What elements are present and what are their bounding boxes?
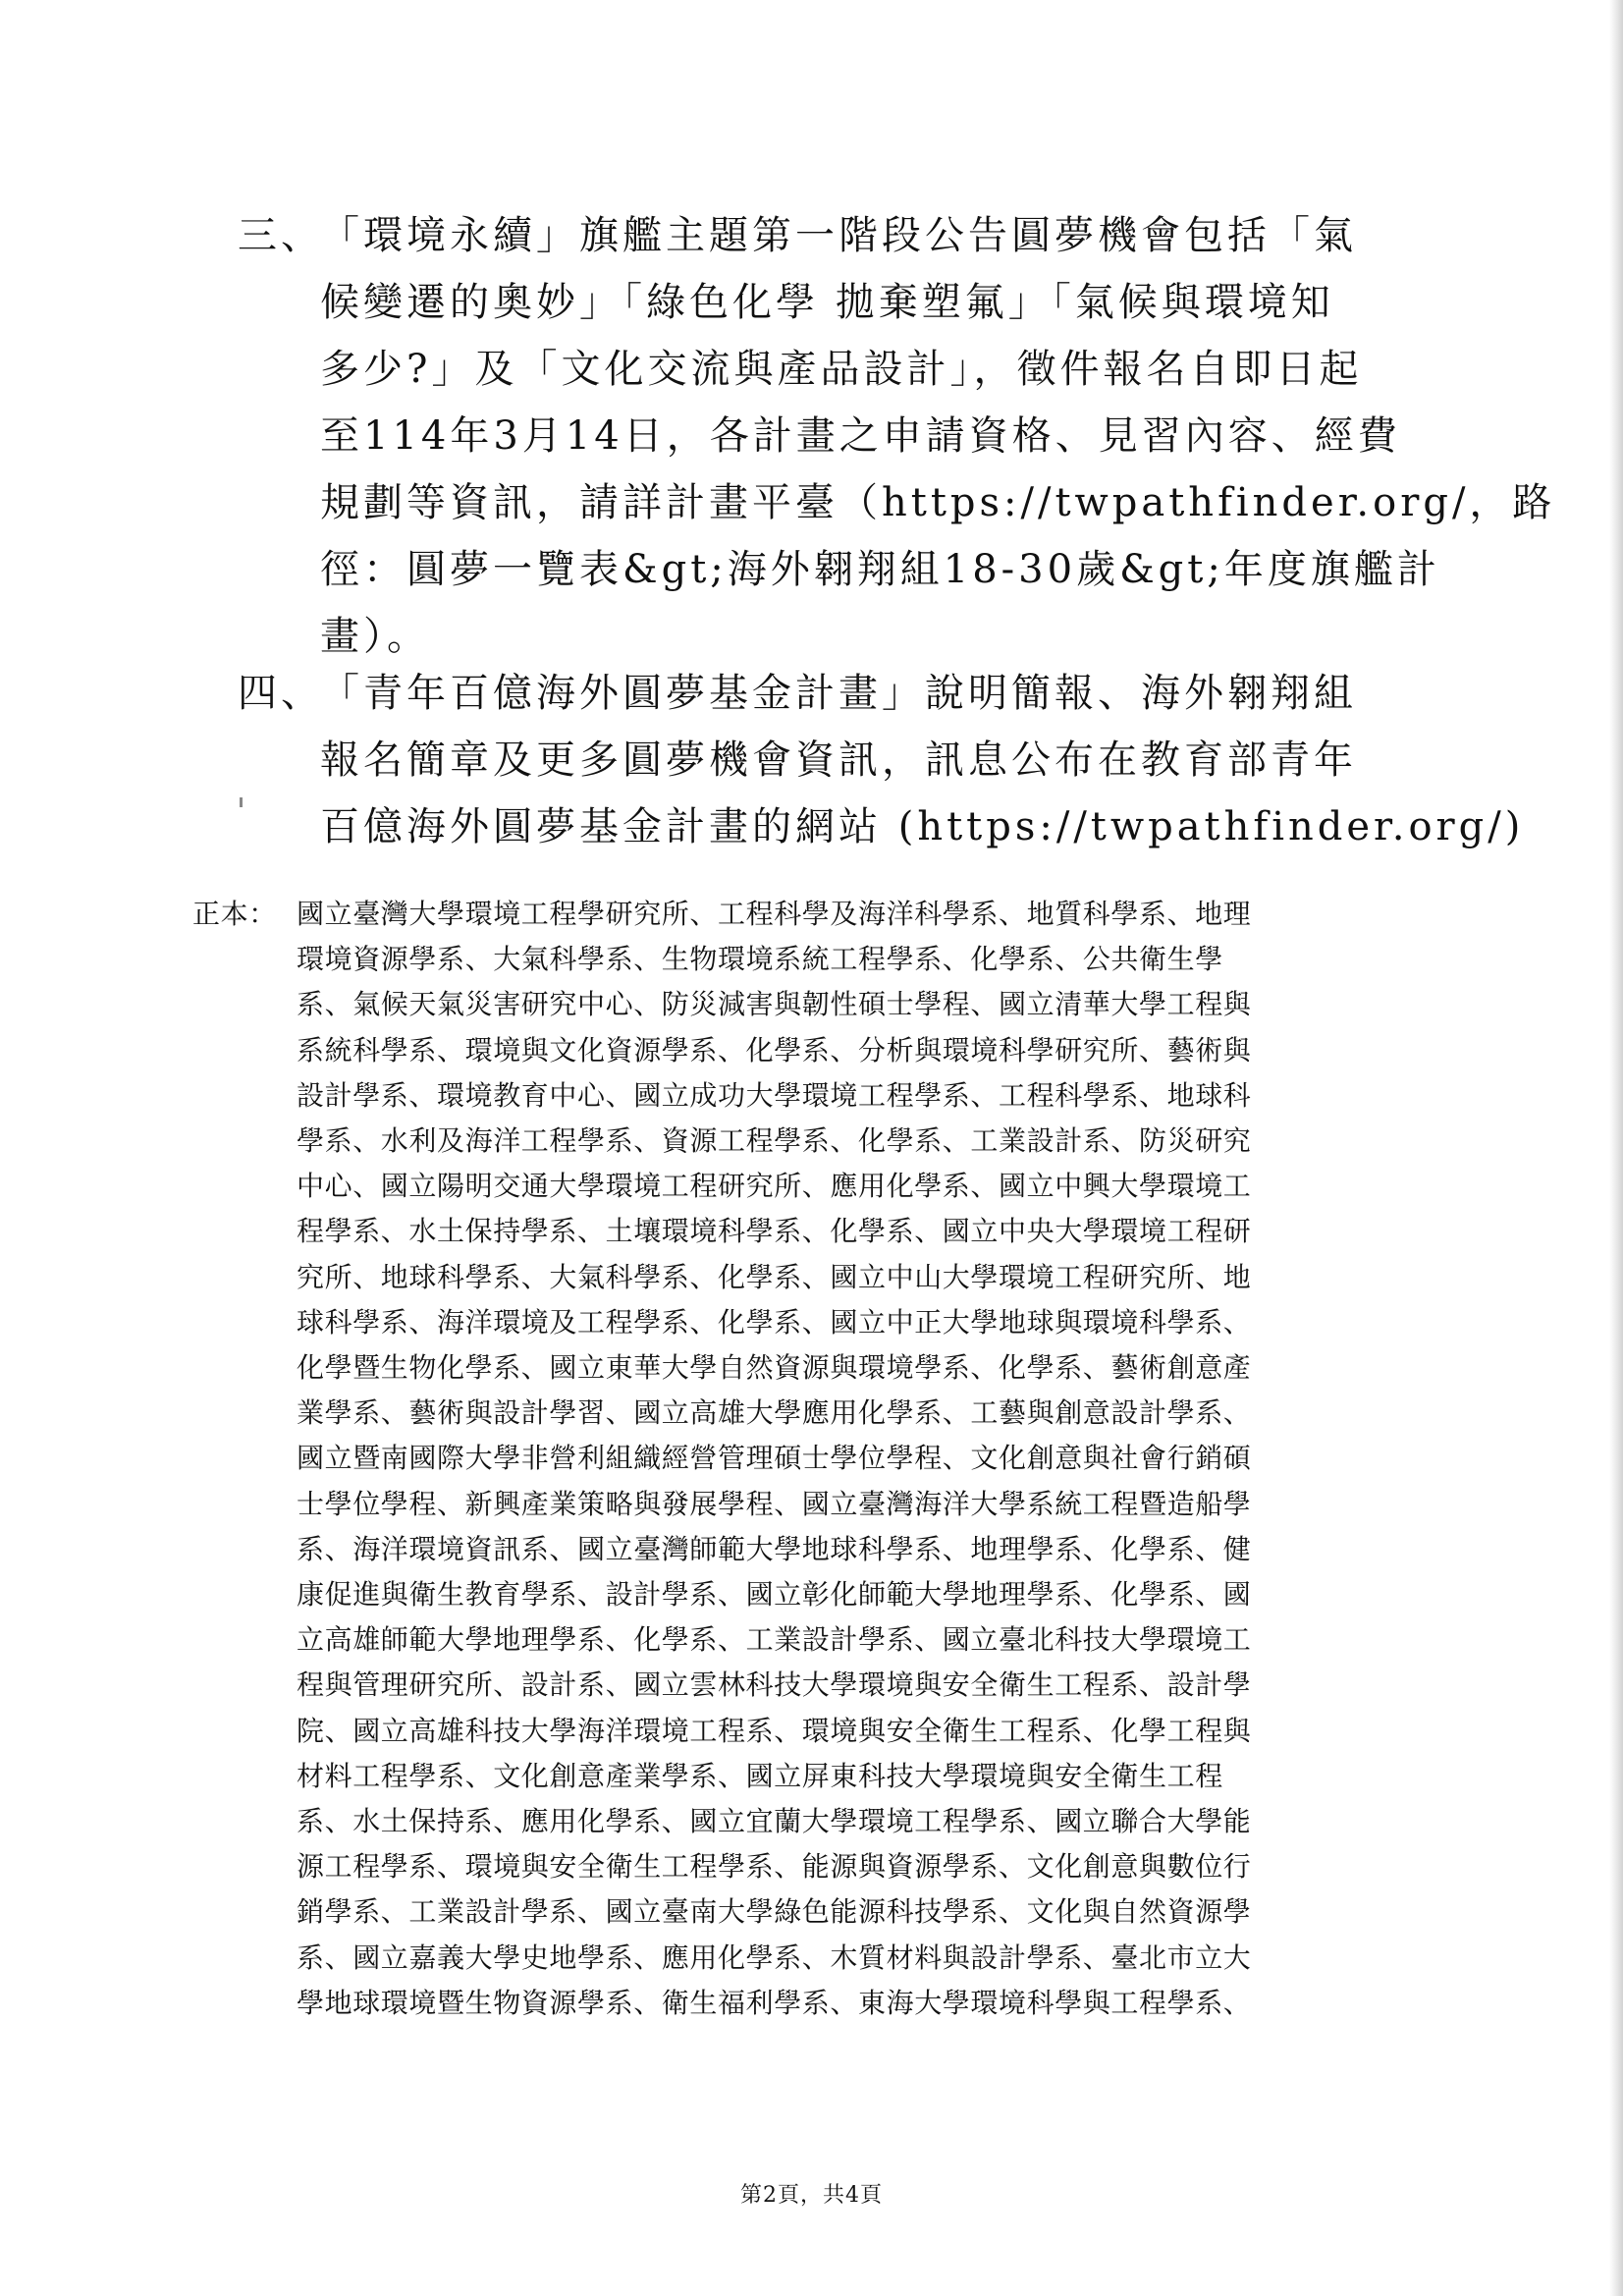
distribution-line: 材料工程學系、文化創意產業學系、國立屏東科技大學環境與安全衛生工程: [297, 1759, 1223, 1792]
page-number: 第2頁，共4頁: [740, 2183, 883, 2208]
distribution-line: 化學暨生物化學系、國立東華大學自然資源與環境學系、化學系、藝術創意產: [297, 1351, 1252, 1385]
distribution-line: 程與管理研究所、設計系、國立雲林科技大學環境與安全衛生工程系、設計學: [297, 1668, 1252, 1702]
distribution-line: 環境資源學系、大氣科學系、生物環境系統工程學系、化學系、公共衛生學: [297, 943, 1223, 976]
item-three: [238, 202, 1556, 670]
distribution-line: 院、國立高雄科技大學海洋環境工程系、環境與安全衛生工程系、化學工程與: [297, 1714, 1252, 1747]
distribution-line: 中心、國立陽明交通大學環境工程研究所、應用化學系、國立中興大學環境工: [297, 1170, 1252, 1203]
distribution-line: 業學系、藝術與設計學習、國立高雄大學應用化學系、工藝與創意設計學系、: [297, 1396, 1252, 1430]
distribution-line: 系統科學系、環境與文化資源學系、化學系、分析與環境科學研究所、藝術與: [297, 1033, 1252, 1066]
item-three-line: 畫）。: [320, 614, 430, 659]
item-three-line: 規劃等資訊，請詳計畫平臺（https://twpathfinder.org/，路: [320, 480, 1556, 525]
distribution-line: 康促進與衛生教育學系、設計學系、國立彰化師範大學地理學系、化學系、國: [297, 1578, 1252, 1612]
item-three-line: 至114年3月14日，各計畫之申請資格、見習內容、經費: [320, 413, 1401, 459]
item-three-line: 候變遷的奧妙」「綠色化學 拋棄塑氟」「氣候與環境知: [320, 280, 1334, 325]
item-three-line: 多少?」及「文化交流與產品設計」，徵件報名自即日起: [320, 347, 1363, 392]
item-four-line: 「青年百億海外圓夢基金計畫」說明簡報、海外翱翔組: [320, 671, 1357, 716]
distribution-line: 設計學系、環境教育中心、國立成功大學環境工程學系、工程科學系、地球科: [297, 1078, 1252, 1112]
distribution-line: 系、水土保持系、應用化學系、國立宜蘭大學環境工程學系、國立聯合大學能: [297, 1805, 1252, 1838]
scan-edge-shadow: [1609, 0, 1623, 2296]
item-three-line: 「環境永續」旗艦主題第一階段公告圓夢機會包括「氣: [320, 213, 1357, 258]
distribution-line: 系、氣候天氣災害研究中心、防災減害與韌性碩士學程、國立清華大學工程與: [297, 988, 1252, 1021]
distribution-line: 士學位學程、新興產業策略與發展學程、國立臺灣海洋大學系統工程暨造船學: [297, 1487, 1252, 1520]
distribution-line: 學系、水利及海洋工程學系、資源工程學系、化學系、工業設計系、防災研究: [297, 1124, 1252, 1158]
distribution-line: 源工程學系、環境與安全衛生工程學系、能源與資源學系、文化創意與數位行: [297, 1850, 1252, 1884]
distribution-label: 正本：: [192, 898, 277, 930]
distribution-line: 銷學系、工業設計學系、國立臺南大學綠色能源科技學系、文化與自然資源學: [297, 1895, 1252, 1929]
distribution-line: 立高雄師範大學地理學系、化學系、工業設計學系、國立臺北科技大學環境工: [297, 1623, 1252, 1657]
item-four: [238, 660, 1525, 860]
distribution-line: 國立暨南國際大學非營利組織經營管理碩士學位學程、文化創意與社會行銷碩: [297, 1442, 1252, 1475]
item-four-label: 四、: [238, 671, 324, 716]
distribution-line: 系、國立嘉義大學史地學系、應用化學系、木質材料與設計學系、臺北市立大: [297, 1941, 1252, 1974]
distribution-list: [192, 892, 1430, 2026]
distribution-line: 球科學系、海洋環境及工程學系、化學系、國立中正大學地球與環境科學系、: [297, 1305, 1252, 1339]
distribution-line: 國立臺灣大學環境工程學研究所、工程科學及海洋科學系、地質科學系、地理: [297, 898, 1252, 930]
item-three-label: 三、: [238, 213, 324, 258]
distribution-line: 系、海洋環境資訊系、國立臺灣師範大學地球科學系、地理學系、化學系、健: [297, 1532, 1252, 1565]
distribution-line: 程學系、水土保持學系、土壤環境科學系、化學系、國立中央大學環境工程研: [297, 1215, 1252, 1248]
item-three-line: 徑：圓夢一覽表&gt;海外翱翔組18-30歲&gt;年度旗艦計: [320, 547, 1440, 592]
item-four-line: 百億海外圓夢基金計畫的網站 (https://twpathfinder.org/): [320, 804, 1525, 849]
distribution-line: 學地球環境暨生物資源學系、衛生福利學系、東海大學環境科學與工程學系、: [297, 1986, 1252, 2019]
distribution-line: 究所、地球科學系、大氣科學系、化學系、國立中山大學環境工程研究所、地: [297, 1260, 1252, 1293]
item-four-line: 報名簡章及更多圓夢機會資訊，訊息公布在教育部青年: [320, 738, 1357, 783]
